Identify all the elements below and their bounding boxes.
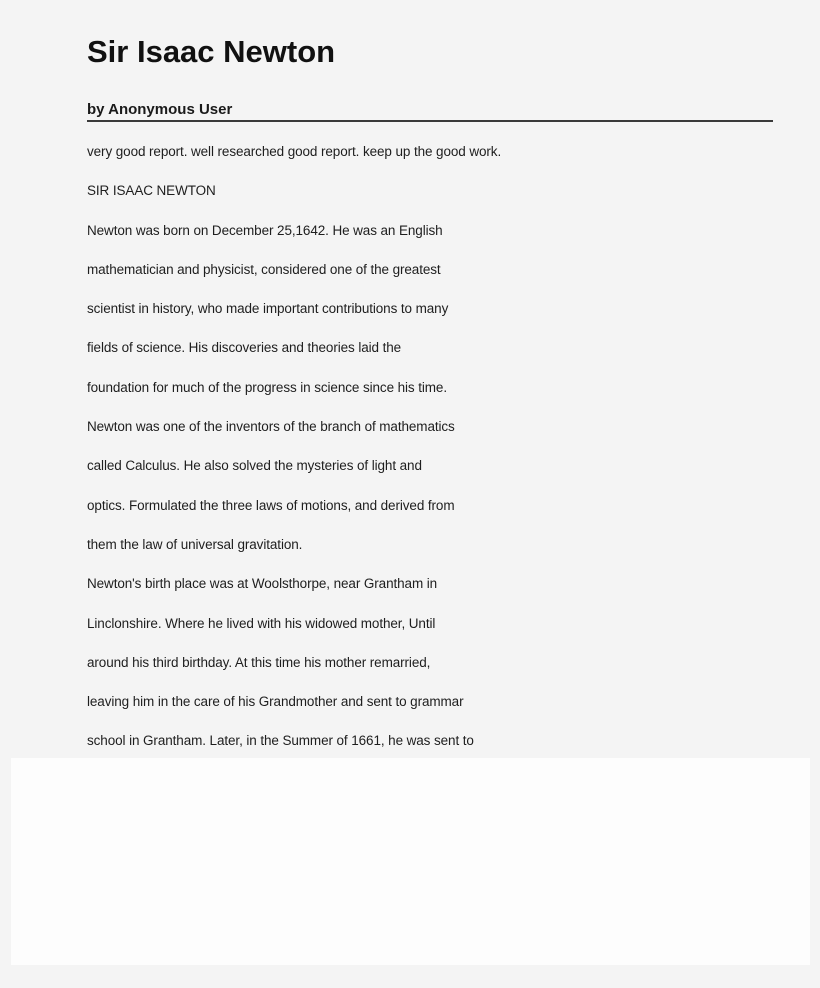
body-line: fields of science. His discoveries and theories laid the [87,340,402,356]
body-line: mathematician and physicist, considered one of the greatest [87,261,441,277]
section-heading: SIR ISAAC NEWTON [87,183,216,199]
body-line: scientist in history, who made important contributions to many [87,301,449,317]
body-line: Newton was born on December 25,1642. He was an English [87,222,443,238]
body-line: foundation for much of the progress in science since his time. [87,379,447,395]
body-line: Newton's birth place was at Woolsthorpe, near Grantham in [87,576,438,592]
byline-divider [87,120,773,122]
document-body [87,141,773,770]
body-line: around his third birthday. At this time his mother remarried, [87,654,431,670]
page-title: Sir Isaac Newton [87,34,336,69]
body-line: school in Grantham. Later, in the Summer of 1661, he was sent to [87,733,474,749]
body-line: Newton was one of the inventors of the branch of mathematics [87,419,455,435]
body-line: them the law of universal gravitation. [87,536,303,552]
body-line: called Calculus. He also solved the mysteries of light and [87,458,422,474]
body-line: optics. Formulated the three laws of motions, and derived from [87,497,455,513]
body-line: leaving him in the care of his Grandmother and sent to grammar [87,694,464,710]
comment-line: very good report. well researched good report. keep up the good work. [87,144,502,159]
author-byline: by Anonymous User [87,101,233,118]
blank-overlay-panel [11,758,810,965]
body-line: Linclonshire. Where he lived with his widowed mother, Until [87,615,436,631]
